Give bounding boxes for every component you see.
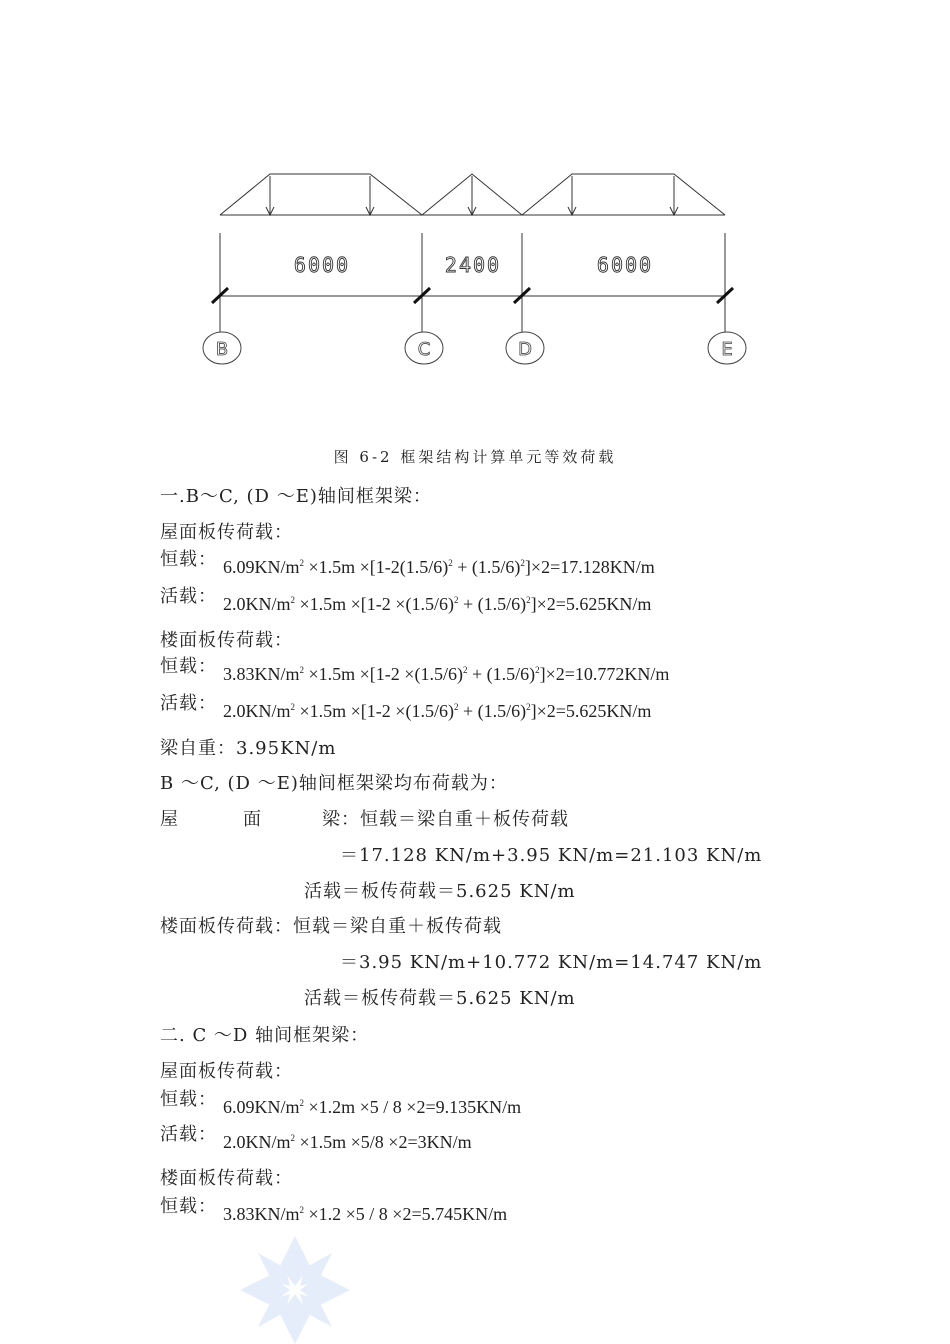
dead-load-label: 恒载： (160, 1089, 217, 1110)
axis-label-e: E (721, 339, 733, 360)
frame-load-diagram (190, 160, 770, 380)
roof-live-load-row-2 (160, 1124, 472, 1154)
floor-live-formula: $2.0KN/m^2 \times 1.5m \times[1-2 \times(1.5/6)^2 + (1.5/6)^2]\times 2=5.625KN/m$ (223, 701, 652, 721)
figure-caption: 图 6-2 框架结构计算单元等效荷载 (333, 448, 617, 466)
span-label-cd: 2400 (444, 253, 502, 277)
roof-dead-formula: $6.09KN/m^2 \times 1.5m \times[1-2(1.5/6)^2 + (1.5/6)^2]\times 2=17.128KN/m$ (223, 557, 655, 577)
roof-beam-row: 屋 面 梁：恒载＝梁自重＋板传荷载 (160, 809, 569, 830)
span-label-bc: 6000 (293, 253, 351, 277)
floor-beam-dead-result: ＝3.95 KN/m+10.772 KN/m=14.747 KN/m (340, 952, 763, 973)
roof-live-formula: $2.0KN/m^2 \times 1.5m \times[1-2 \times(1.5/6)^2 + (1.5/6)^2]\times 2=5.625KN/m$ (223, 594, 652, 614)
roof-slab-title: 屋面板传荷载： (160, 522, 293, 543)
live-load-label: 活载： (160, 586, 217, 607)
axis-label-d: D (518, 339, 532, 360)
beam-self-weight: 梁自重：3.95KN/m (160, 738, 337, 759)
roof-dead-formula-2: $6.09KN/m^2 \times 1.2m \times 5 / 8 \times 2=9.135KN/m$ (223, 1097, 522, 1117)
floor-live-load-row (160, 693, 652, 723)
section1-heading: 一.B～C, (D ～E)轴间框架梁： (160, 486, 432, 507)
uniform-load-heading: B ～C, (D ～E)轴间框架梁均布荷载为： (160, 773, 508, 794)
floor-beam-live: 活载＝板传荷载＝5.625 KN/m (304, 988, 576, 1009)
roof-slab-title-2: 屋面板传荷载： (160, 1061, 293, 1082)
dead-load-label: 恒载： (160, 656, 217, 677)
floor-dead-formula: $3.83KN/m^2 \times 1.5m \times[1-2 \times(1.5/6)^2 + (1.5/6)^2]\times 2=10.772KN/m$ (223, 664, 670, 684)
roof-dead-load-row (160, 549, 655, 579)
floor-slab-title: 楼面板传荷载： (160, 630, 293, 651)
live-load-label: 活载： (160, 1124, 217, 1145)
watermark-logo-icon (240, 1236, 350, 1344)
axis-label-c: C (417, 339, 431, 360)
span-label-de: 6000 (596, 253, 654, 277)
roof-beam-dead-result: ＝17.128 KN/m+3.95 KN/m=21.103 KN/m (340, 845, 763, 866)
roof-dead-load-row-2 (160, 1089, 522, 1119)
floor-beam-row: 楼面板传荷载：恒载＝梁自重＋板传荷载 (160, 916, 502, 937)
floor-slab-title-2: 楼面板传荷载： (160, 1168, 293, 1189)
roof-live-load-row (160, 586, 652, 616)
dead-load-label: 恒载： (160, 1196, 217, 1217)
floor-dead-load-row-2 (160, 1196, 508, 1226)
floor-dead-formula-2: $3.83KN/m^2 \times 1.2 \times 5 / 8 \times 2=5.745KN/m$ (223, 1204, 508, 1224)
axis-label-b: B (215, 339, 229, 360)
dead-load-label: 恒载： (160, 549, 217, 570)
section2-heading: 二. C ～D 轴间框架梁： (160, 1025, 370, 1046)
roof-beam-live: 活载＝板传荷载＝5.625 KN/m (304, 881, 576, 902)
roof-live-formula-2: $2.0KN/m^2 \times 1.5m \times 5/8 \times 2=3KN/m$ (223, 1132, 472, 1152)
floor-dead-load-row (160, 656, 670, 686)
load-arrows (266, 176, 678, 215)
live-load-label: 活载： (160, 693, 217, 714)
